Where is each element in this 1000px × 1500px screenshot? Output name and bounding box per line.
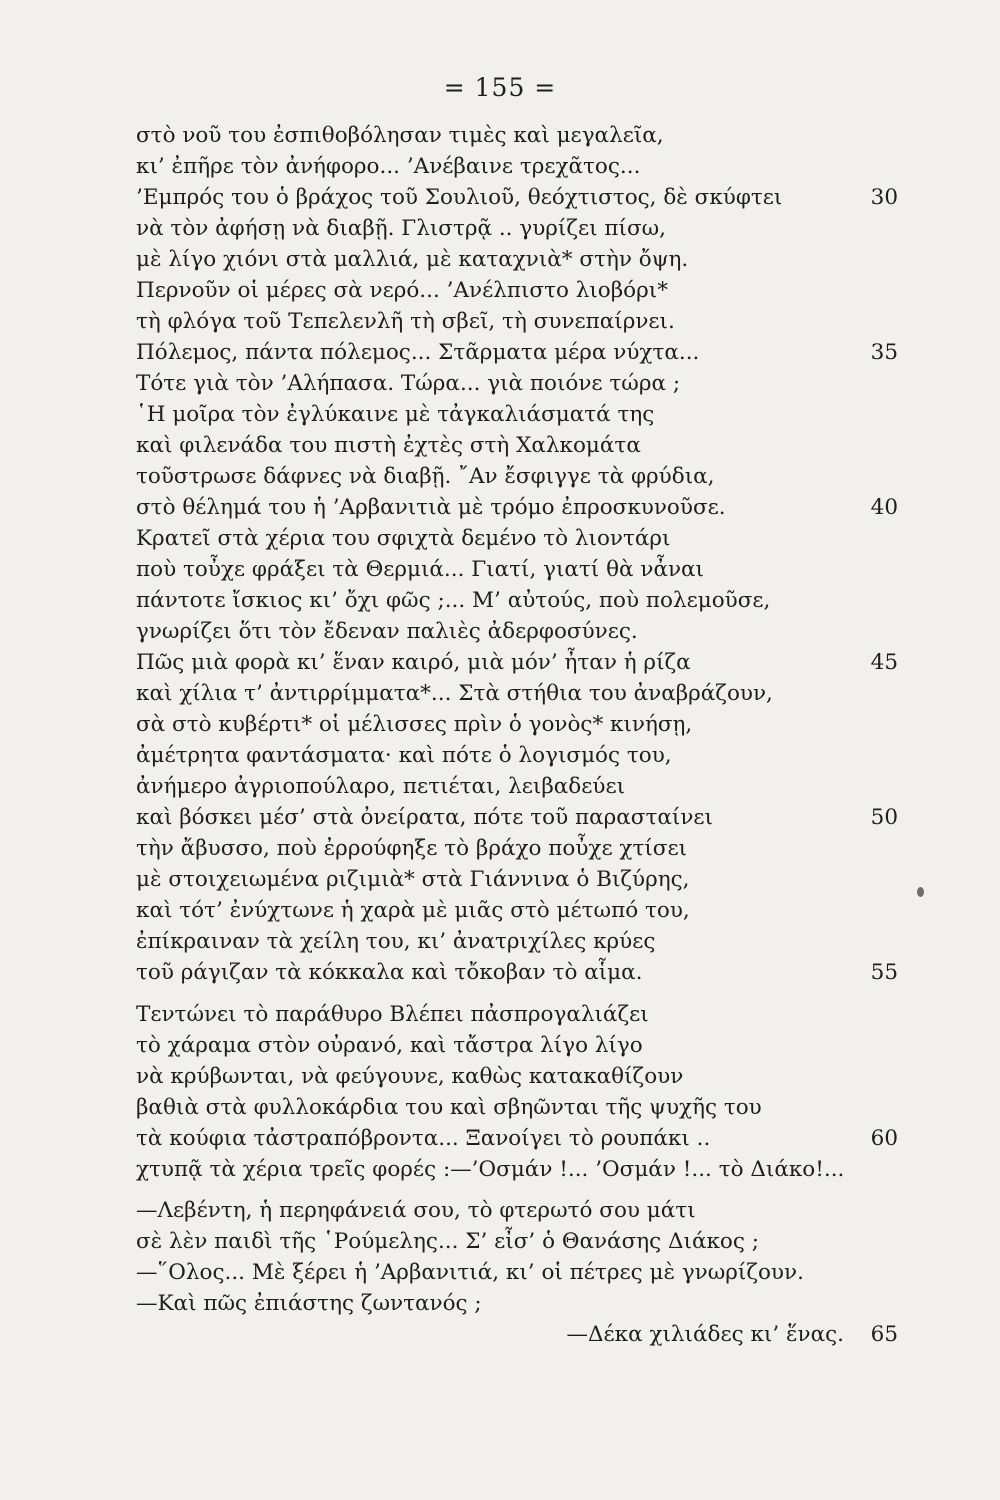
verse-text: Τότε γιὰ τὸν ’Αλήπασα. Τώρα... γιὰ ποιόνε τώρα ; bbox=[136, 371, 681, 396]
verse-line bbox=[136, 1288, 906, 1319]
verse-text: Περνοῦν οἱ μέρες σὰ νερό... ’Ανέλπιστο λιοβόρι* bbox=[136, 278, 668, 303]
verse-line bbox=[136, 585, 906, 616]
verse-line bbox=[136, 957, 906, 988]
verse-line bbox=[136, 430, 906, 461]
verse-line bbox=[136, 1154, 906, 1185]
verse-line bbox=[136, 1030, 906, 1061]
verse-line bbox=[136, 926, 906, 957]
verse-text: ἐπίκραιναν τὰ χείλη του, κι’ ἀνατριχίλες κρύες bbox=[136, 929, 656, 954]
verse-text: ’Εμπρός του ὁ βράχος τοῦ Σουλιοῦ, θεόχτιστος, δὲ σκύφτει bbox=[136, 185, 783, 210]
verse-text: Τεντώνει τὸ παράθυρο Βλέπει πἀσπρογαλιάζει bbox=[136, 1002, 649, 1027]
stanza-gap bbox=[136, 1185, 906, 1195]
stanza-gap bbox=[136, 988, 906, 999]
verse-text: νὰ τὸν ἀφήσῃ νὰ διαβῇ. Γλιστρᾷ .. γυρίζει πίσω, bbox=[136, 216, 666, 241]
verse-text: τὴ φλόγα τοῦ Τεπελενλῆ τὴ σβεῖ, τὴ συνεπαίρνει. bbox=[136, 309, 675, 334]
verse-line bbox=[136, 1319, 906, 1350]
line-number: 60 bbox=[870, 1126, 898, 1151]
verse-text: πάντοτε ἴσκιος κι’ ὄχι φῶς ;... Μ’ αὐτούς, ποὺ πολεμοῦσε, bbox=[136, 588, 771, 613]
verse-text: ἀμέτρητα φαντάσματα· καὶ πότε ὁ λογισμός του, bbox=[136, 743, 672, 768]
verse-text: καὶ χίλια τ’ ἀντιρρίμματα*... Στὰ στήθια του ἀναβράζουν, bbox=[136, 681, 773, 706]
verse-line bbox=[136, 337, 906, 368]
verse-text: καὶ βόσκει μέσ’ στὰ ὀνείρατα, πότε τοῦ παρασταίνει bbox=[136, 805, 713, 830]
line-number: 40 bbox=[870, 495, 898, 520]
verse-line bbox=[136, 709, 906, 740]
verse-line bbox=[136, 275, 906, 306]
line-number: 30 bbox=[870, 185, 898, 210]
verse-line bbox=[136, 461, 906, 492]
verse-line bbox=[136, 399, 906, 430]
verse-line bbox=[136, 1061, 906, 1092]
verse-text: καὶ τότ’ ἐνύχτωνε ἡ χαρὰ μὲ μιᾶς στὸ μέτωπό του, bbox=[136, 898, 690, 923]
line-number: 65 bbox=[870, 1322, 898, 1347]
verse-line bbox=[136, 120, 906, 151]
poem-body bbox=[136, 120, 906, 1350]
verse-line bbox=[136, 678, 906, 709]
verse-text: γνωρίζει ὅτι τὸν ἔδεναν παλιὲς ἀδερφοσύνες. bbox=[136, 619, 638, 644]
verse-text: νὰ κρύβωνται, νὰ φεύγουνε, καθὼς κατακαθίζουν bbox=[136, 1064, 684, 1089]
verse-line bbox=[136, 554, 906, 585]
verse-line bbox=[136, 802, 906, 833]
verse-text: —Δέκα χιλιάδες κι’ ἕνας. bbox=[566, 1322, 844, 1347]
line-number: 35 bbox=[870, 340, 898, 365]
verse-line bbox=[136, 244, 906, 275]
line-number: 55 bbox=[870, 960, 898, 985]
stanza-3 bbox=[136, 1195, 906, 1350]
verse-line bbox=[136, 1092, 906, 1123]
verse-text: Πόλεμος, πάντα πόλεμος... Στᾶρματα μέρα νύχτα... bbox=[136, 340, 700, 365]
stanza-1 bbox=[136, 120, 906, 988]
verse-text: Πῶς μιὰ φορὰ κι’ ἕναν καιρό, μιὰ μόν’ ἦταν ἡ ρίζα bbox=[136, 650, 691, 675]
verse-text: Κρατεῖ στὰ χέρια του σφιχτὰ δεμένο τὸ λιοντάρι bbox=[136, 526, 671, 551]
verse-line bbox=[136, 1123, 906, 1154]
line-number: 50 bbox=[870, 805, 898, 830]
verse-text: —῞Ολος... Μὲ ξέρει ἡ ’Αρβανιτιά, κι’ οἱ πέτρες μὲ γνωρίζουν. bbox=[136, 1260, 804, 1285]
verse-text: μὲ λίγο χιόνι στὰ μαλλιά, μὲ καταχνιὰ* στὴν ὄψη. bbox=[136, 247, 689, 272]
verse-text: ποὺ τοὖχε φράξει τὰ Θερμιά... Γιατί, γιατί θὰ νἆναι bbox=[136, 557, 704, 582]
stanza-2 bbox=[136, 999, 906, 1185]
verse-text: —Λεβέντη, ἡ περηφάνειά σου, τὸ φτερωτό σου μάτι bbox=[136, 1198, 696, 1223]
verse-line bbox=[136, 999, 906, 1030]
verse-line bbox=[136, 895, 906, 926]
verse-line bbox=[136, 1257, 906, 1288]
verse-text: τὰ κούφια τἀστραπόβροντα... Ξανοίγει τὸ ρουπάκι .. bbox=[136, 1126, 711, 1151]
verse-line bbox=[136, 182, 906, 213]
page-number: = 155 = bbox=[443, 73, 557, 102]
verse-text: τὸ χάραμα στὸν οὐρανό, καὶ τἄστρα λίγο λίγο bbox=[136, 1033, 643, 1058]
verse-line bbox=[136, 740, 906, 771]
verse-line bbox=[136, 523, 906, 554]
verse-line bbox=[136, 647, 906, 678]
verse-text: σὰ στὸ κυβέρτι* οἱ μέλισσες πρὶν ὁ γονὸς* κινήσῃ, bbox=[136, 712, 693, 737]
verse-text: σὲ λὲν παιδὶ τῆς ῾Ρούμελης... Σ’ εἶσ’ ὁ Θανάσης Διάκος ; bbox=[136, 1229, 759, 1254]
verse-text: χτυπᾷ τὰ χέρια τρεῖς φορές :—’Οσμάν !... ’Οσμάν !... τὸ Διάκο!... bbox=[136, 1157, 845, 1182]
verse-line bbox=[136, 213, 906, 244]
verse-line bbox=[136, 1195, 906, 1226]
verse-text: ἀνήμερο ἀγριοπούλαρο, πετιέται, λειβαδεύει bbox=[136, 774, 626, 799]
verse-line bbox=[136, 616, 906, 647]
line-number: 45 bbox=[870, 650, 898, 675]
verse-text: στὸ θέλημά του ἡ ’Αρβανιτιὰ μὲ τρόμο ἐπροσκυνοῦσε. bbox=[136, 495, 726, 520]
verse-text: —Καὶ πῶς ἐπιάστης ζωντανός ; bbox=[136, 1291, 482, 1316]
verse-line bbox=[136, 864, 906, 895]
verse-text: τὴν ἄβυσσο, ποὺ ἐρρούφηξε τὸ βράχο ποὖχε χτίσει bbox=[136, 836, 688, 861]
verse-line bbox=[136, 833, 906, 864]
verse-line bbox=[136, 306, 906, 337]
verse-text: ῾Η μοῖρα τὸν ἐγλύκαινε μὲ τἀγκαλιάσματά της bbox=[136, 402, 655, 427]
verse-text: καὶ φιλενάδα του πιστὴ ἐχτὲς στὴ Χαλκομάτα bbox=[136, 433, 641, 458]
ink-speck bbox=[917, 887, 924, 897]
verse-line bbox=[136, 151, 906, 182]
verse-text: κι’ ἐπῆρε τὸν ἀνήφορο... ’Ανέβαινε τρεχᾶτος... bbox=[136, 154, 641, 179]
verse-text: τοῦ ράγιζαν τὰ κόκκαλα καὶ τὄκοβαν τὸ αἷμα. bbox=[136, 960, 643, 985]
verse-line bbox=[136, 771, 906, 802]
verse-line bbox=[136, 1226, 906, 1257]
verse-text: βαθιὰ στὰ φυλλοκάρδια του καὶ σβηῶνται τῆς ψυχῆς του bbox=[136, 1095, 762, 1120]
verse-line bbox=[136, 492, 906, 523]
verse-line bbox=[136, 368, 906, 399]
verse-text: μὲ στοιχειωμένα ριζιμιὰ* στὰ Γιάννινα ὁ Βιζύρης, bbox=[136, 867, 690, 892]
verse-text: τοῦστρωσε δάφνες νὰ διαβῇ. ῎Αν ἔσφιγγε τὰ φρύδια, bbox=[136, 464, 715, 489]
verse-text: στὸ νοῦ του ἐσπιθοβόλησαν τιμὲς καὶ μεγαλεῖα, bbox=[136, 123, 664, 148]
